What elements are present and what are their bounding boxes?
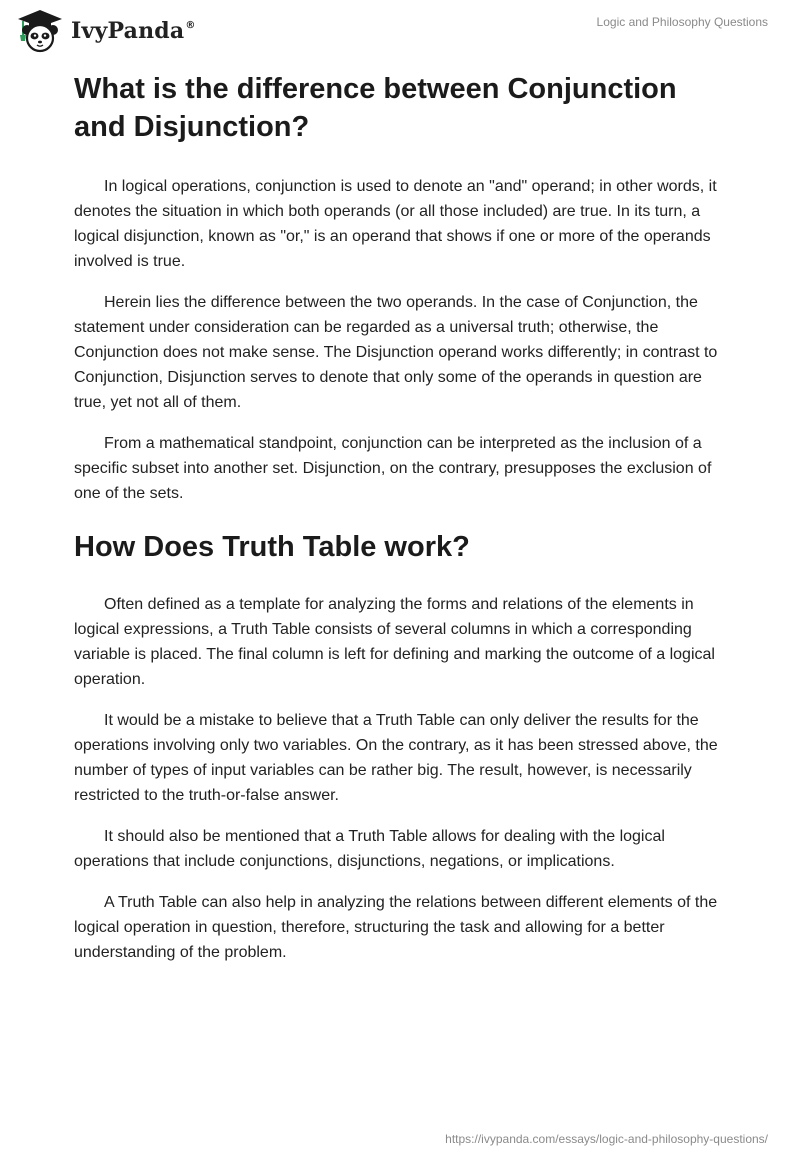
panda-graduate-icon [15, 8, 65, 54]
document-title: Logic and Philosophy Questions [596, 15, 768, 29]
paragraph: Herein lies the difference between the two operands. In the case of Conjunction, the statement under consideration can be regarded as a universal truth; otherwise, the Conjunction does not make sense. The Disjunction operand works differently; in contrast to Conjunction, Disjunction serves to denote that only some of the operands in question are true, yet not all of them. [74, 294, 718, 411]
paragraph: It should also be mentioned that a Truth Table allows for dealing with the logical operations that include conjunctions, disjunctions, negations, or implications. [74, 828, 665, 870]
section-heading: What is the difference between Conjunction and Disjunction? [74, 73, 677, 143]
page-header [0, 0, 800, 60]
registered-mark: ® [185, 20, 196, 31]
brand-logo[interactable] [15, 8, 196, 54]
article-body [74, 70, 730, 981]
source-url-link[interactable]: https://ivypanda.com/essays/logic-and-philosophy-questions/ [445, 1132, 768, 1146]
brand-name: IvyPanda® [71, 18, 196, 44]
paragraph: From a mathematical standpoint, conjunction can be interpreted as the inclusion of a specific subset into another set. Disjunction, on the contrary, presupposes the exclusion of one of the sets. [74, 435, 712, 502]
paragraph: It would be a mistake to believe that a Truth Table can only deliver the results for the operations involving only two variables. On the contrary, as it has been stressed above, the number of types of input variables can be rather big. The result, however, is necessarily restricted to the truth-or-false answer. [74, 712, 718, 804]
section-heading: How Does Truth Table work? [74, 531, 470, 563]
paragraph: Often defined as a template for analyzing the forms and relations of the elements in logical expressions, a Truth Table consists of several columns in which a corresponding variable is placed. The final column is left for defining and marking the outcome of a logical operation. [74, 596, 715, 688]
paragraph: A Truth Table can also help in analyzing the relations between different elements of the logical operation in question, therefore, structuring the task and allowing for a better understanding of the problem. [74, 894, 718, 961]
paragraph: In logical operations, conjunction is used to denote an "and" operand; in other words, it denotes the situation in which both operands (or all those included) are true. In its turn, a logical disjunction, known as "or," is an operand that shows if one or more of the operands involved is true. [74, 178, 717, 270]
